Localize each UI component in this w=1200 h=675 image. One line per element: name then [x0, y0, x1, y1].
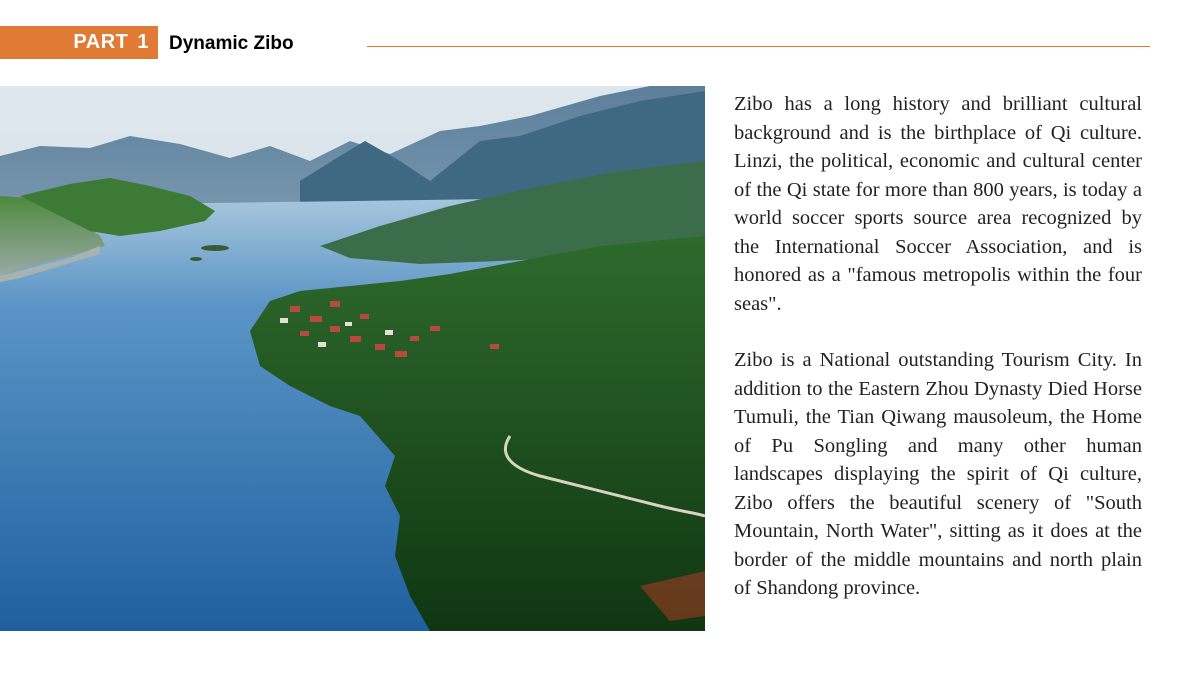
header-divider: [367, 46, 1150, 47]
part-label-text: PART: [73, 31, 129, 53]
paragraph-history: Zibo has a long history and brilliant cultural background and is the birthplace of Qi culture. Linzi, the political, economic and cultural center of the Qi state for more than 800 years, is today a world soccer sports source area recognized by the International Soccer Association, and is honored as a "famous metropolis within the four seas".: [734, 93, 1142, 315]
section-title: Dynamic Zibo: [169, 33, 294, 54]
landscape-photo: [0, 86, 705, 631]
body-text: [734, 90, 1142, 603]
paragraph-tourism: Zibo is a National outstanding Tourism City. In addition to the Eastern Zhou Dynasty Died Horse Tumuli, the Tian Qiwang mausoleum, the Home of Pu Songling and many other human landscapes displaying the spirit of Qi culture, Zibo offers the beautiful scenery of "South Mountain, North Water", sitting as it does at the border of the middle mountains and north plain of Shandong province.: [734, 349, 1142, 599]
part-label-badge: [0, 26, 158, 59]
part-number: 1: [137, 31, 149, 53]
